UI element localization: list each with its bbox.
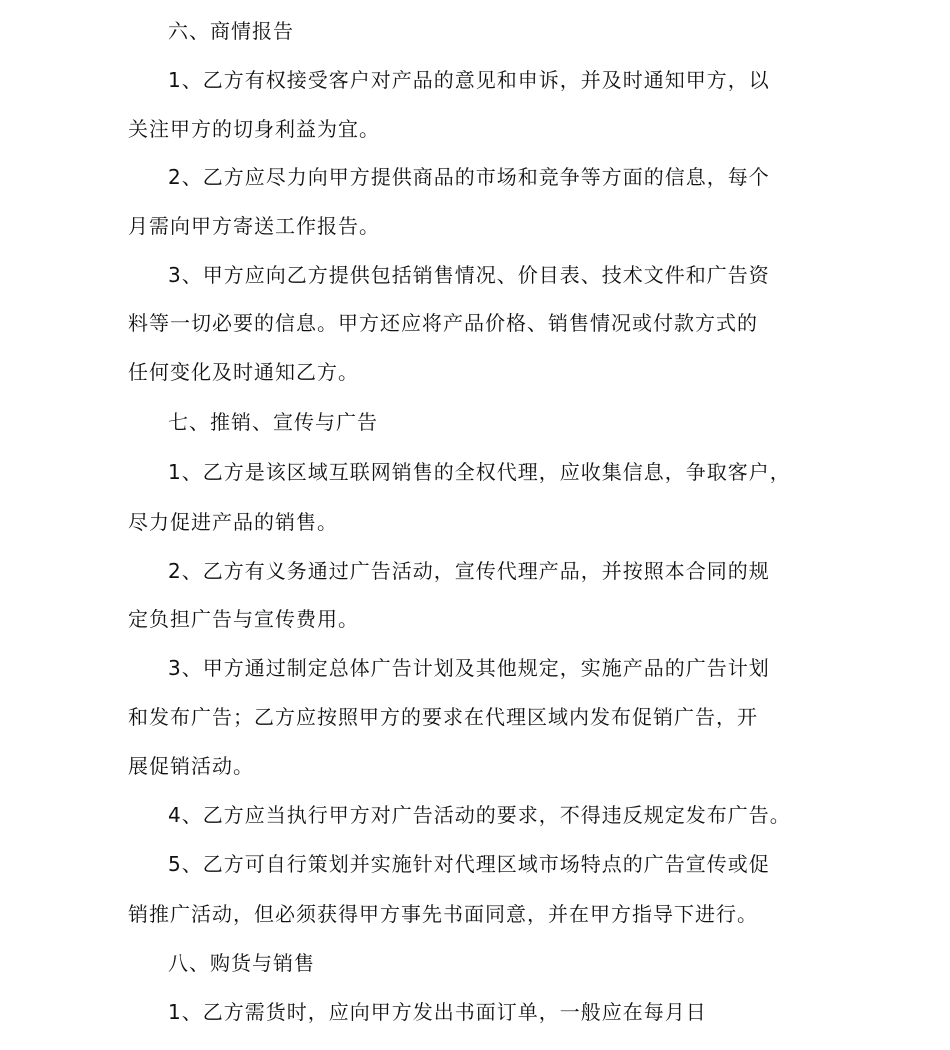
- paragraph-line: 5、乙方可自行策划并实施针对代理区域市场特点的广告宣传或促: [168, 852, 770, 876]
- paragraph-line: 和发布广告；乙方应按照甲方的要求在代理区域内发布促销广告，开: [128, 705, 758, 729]
- paragraph-line: 2、乙方应尽力向甲方提供商品的市场和竞争等方面的信息，每个: [168, 165, 770, 189]
- section-heading-8: 八、购货与销售: [168, 951, 315, 975]
- paragraph-line: 1、乙方有权接受客户对产品的意见和申诉，并及时通知甲方，以: [168, 68, 770, 92]
- paragraph-line: 展促销活动。: [128, 754, 254, 778]
- paragraph-line: 销推广活动，但必须获得甲方事先书面同意，并在甲方指导下进行。: [128, 902, 758, 926]
- paragraph-line: 任何变化及时通知乙方。: [128, 360, 359, 384]
- paragraph-line: 关注甲方的切身利益为宜。: [128, 117, 380, 141]
- paragraph-line: 4、乙方应当执行甲方对广告活动的要求，不得违反规定发布广告。: [168, 803, 791, 827]
- paragraph-line: 定负担广告与宣传费用。: [128, 607, 359, 631]
- paragraph-line: 2、乙方有义务通过广告活动，宣传代理产品，并按照本合同的规: [168, 559, 770, 583]
- paragraph-line: 3、甲方通过制定总体广告计划及其他规定，实施产品的广告计划: [168, 656, 770, 680]
- section-heading-7: 七、推销、宣传与广告: [168, 410, 378, 434]
- paragraph-line: 1、乙方是该区域互联网销售的全权代理，应收集信息，争取客户，: [168, 460, 791, 484]
- paragraph-line: 1、乙方需货时，应向甲方发出书面订单，一般应在每月日: [168, 1000, 707, 1024]
- paragraph-line: 尽力促进产品的销售。: [128, 510, 338, 534]
- paragraph-line: 月需向甲方寄送工作报告。: [128, 214, 380, 238]
- paragraph-line: 3、甲方应向乙方提供包括销售情况、价目表、技术文件和广告资: [168, 263, 770, 287]
- section-heading-6: 六、商情报告: [168, 19, 294, 43]
- paragraph-line: 料等一切必要的信息。甲方还应将产品价格、销售情况或付款方式的: [128, 311, 758, 335]
